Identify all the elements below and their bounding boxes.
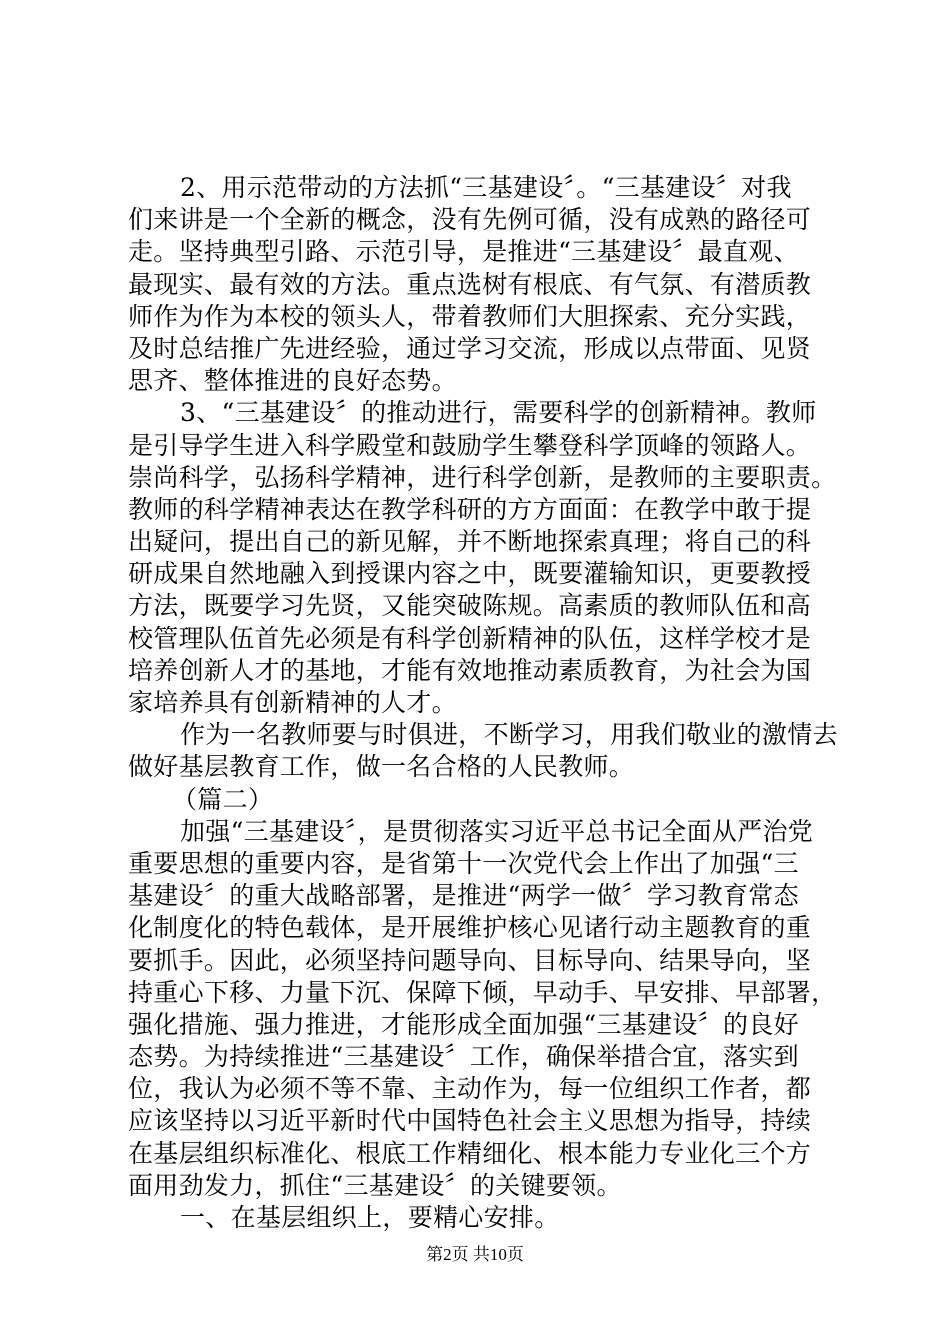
text-line: 崇尚科学，弘扬科学精神，进行科学创新，是教师的主要职责。 [128, 462, 837, 492]
text-line: 作为一名教师要与时俱进，不断学习，用我们敬业的激情去 [180, 720, 838, 750]
text-line: 方法，既要学习先贤，又能突破陈规。高素质的教师队伍和高 [128, 591, 812, 621]
text-line: 基建设〞的重大战略部署，是推进“两学一做〞学习教育常态 [128, 881, 799, 911]
page-number: 第2页 共10页 [426, 1245, 524, 1264]
text-line: 面用劲发力，抓住“三基建设〞的关键要领。 [128, 1170, 622, 1200]
text-line: 走。坚持典型引路、示范引导，是推进“三基建设〞最直观、 [128, 237, 799, 267]
paragraph-3 [128, 719, 838, 783]
text-line: 是引导学生进入科学殿堂和鼓励学生攀登科学顶峰的领路人。 [128, 430, 812, 460]
document-body [128, 172, 838, 1234]
text-line: 们来讲是一个全新的概念，没有先例可循，没有成熟的路径可 [128, 205, 812, 235]
paragraph-4 [128, 816, 837, 1202]
text-line: 一、在基层组织上，要精心安排。 [180, 1203, 560, 1232]
text-line: 出疑问，提出自己的新见解，并不断地探索真理；将自己的科 [128, 527, 812, 557]
text-line: 化制度化的特色载体，是开展维护核心见诸行动主题教育的重 [128, 913, 812, 943]
text-line: 教师的科学精神表达在教学科研的方方面面：在教学中敢于提 [128, 494, 812, 524]
text-line: 在基层组织标准化、根底工作精细化、根本能力专业化三个方 [128, 1138, 812, 1168]
section-heading [128, 784, 828, 816]
text-line: 培养创新人才的基地，才能有效地推动素质教育，为社会为国 [128, 655, 812, 685]
paragraph-1 [128, 172, 828, 397]
paragraph-5 [128, 1202, 828, 1234]
text-line: 思齐、整体推进的良好态势。 [128, 366, 457, 396]
text-line: 及时总结推广先进经验，通过学习交流，形成以点带面、见贤 [128, 333, 812, 363]
page-footer [0, 1240, 950, 1265]
paragraph-2 [128, 397, 837, 719]
text-line: 校管理队伍首先必须是有科学创新精神的队伍，这样学校才是 [128, 623, 812, 653]
text-line: 师作为作为本校的领头人，带着教师们大胆探索、充分实践， [128, 301, 812, 331]
text-line: 研成果自然地融入到授课内容之中，既要灌输知识，更要教授 [128, 559, 812, 589]
text-line: 应该坚持以习近平新时代中国特色社会主义思想为指导，持续 [128, 1106, 812, 1136]
text-line: 家培养具有创新精神的人才。 [128, 688, 457, 717]
text-line: 位，我认为必须不等不靠、主动作为，每一位组织工作者，都 [128, 1074, 812, 1104]
text-line: 2、用示范带动的方法抓“三基建设〞。“三基建设〞对我 [180, 173, 792, 202]
text-line: 态势。为持续推进“三基建设〞工作，确保举措合宜，落实到 [128, 1042, 799, 1072]
text-line: 强化措施、强力推进，才能形成全面加强“三基建设〞的良好 [128, 1009, 799, 1039]
text-line: 持重心下移、力量下沉、保障下倾，早动手、早安排、早部署， [128, 977, 837, 1007]
text-line: 做好基层教育工作，做一名合格的人民教师。 [128, 752, 635, 782]
text-line: 3、“三基建设〞的推动进行，需要科学的创新精神。教师 [180, 398, 817, 428]
text-line: 加强“三基建设〞，是贯彻落实习近平总书记全面从严治党 [180, 816, 814, 846]
text-line: 重要思想的重要内容，是省第十一次党代会上作出了加强“三 [128, 848, 799, 878]
section-heading-text: （篇二） [172, 784, 274, 814]
text-line: 最现实、最有效的方法。重点选树有根底、有气氛、有潜质教 [128, 269, 812, 299]
text-line: 要抓手。因此，必须坚持问题导向、目标导向、结果导向，坚 [128, 945, 812, 975]
